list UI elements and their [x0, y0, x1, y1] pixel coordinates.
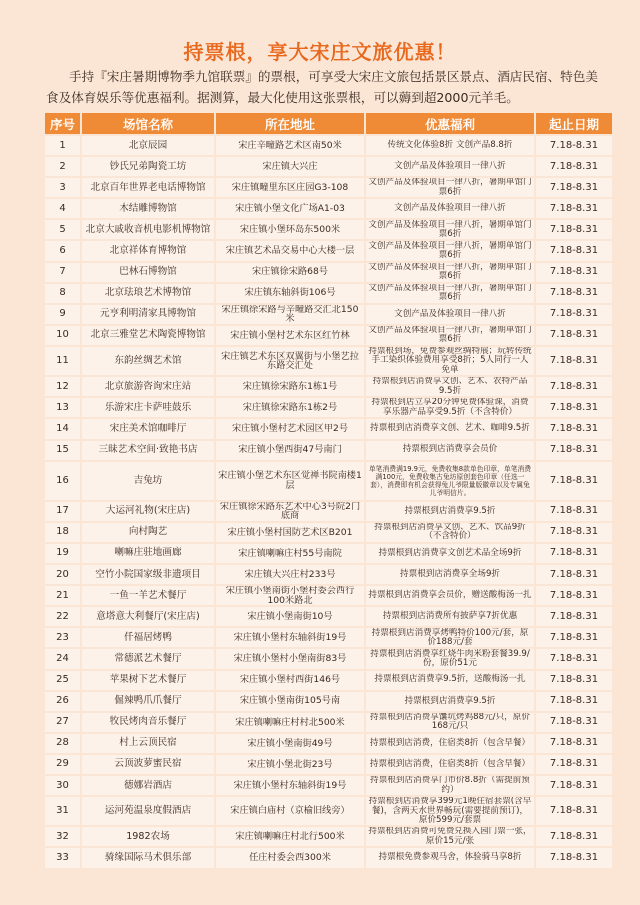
venue-name: 村上云顶民宿 — [82, 734, 216, 753]
table-row — [45, 220, 612, 239]
row-number: 2 — [45, 157, 82, 176]
valid-dates: 7.18-8.31 — [536, 241, 612, 260]
header-venue: 场馆名称 — [82, 113, 216, 134]
table-row — [45, 692, 612, 711]
row-number: 7 — [45, 263, 82, 282]
table-row — [45, 263, 612, 282]
table-row — [45, 305, 612, 324]
valid-dates: 7.18-8.31 — [536, 347, 612, 375]
venue-benefit: 持票根到店消费所有披萨享7折优惠 — [366, 607, 536, 626]
venue-benefit: 文创产品及体验项目一律八折 — [366, 305, 536, 324]
row-number: 13 — [45, 398, 82, 417]
venue-name: 北京珐琅艺术博物馆 — [82, 284, 216, 303]
venue-name: 北京大戚收音机电影机博物馆 — [82, 220, 216, 239]
row-number: 27 — [45, 713, 82, 732]
table-row — [45, 419, 612, 438]
venue-name: 苹果树下艺术餐厅 — [82, 671, 216, 690]
row-number: 12 — [45, 377, 82, 396]
venue-name: 意塔意大利餐厅(宋庄店) — [82, 607, 216, 626]
venue-address: 宋庄镇艺术品交易中心大楼一层 — [216, 241, 366, 260]
row-number: 24 — [45, 649, 82, 668]
row-number: 8 — [45, 284, 82, 303]
venue-address: 宋庄镇大兴庄村233号 — [216, 565, 366, 584]
venue-address: 宋庄镇徐宋路东1栋2号 — [216, 398, 366, 417]
venue-benefit: 文创产品及体验项目一律八折，暑期单馆门票6折 — [366, 178, 536, 197]
venue-address: 宋庄镇徐宋路东艺术中心3号院2门底商 — [216, 502, 366, 521]
valid-dates: 7.18-8.31 — [536, 628, 612, 647]
row-number: 6 — [45, 241, 82, 260]
valid-dates: 7.18-8.31 — [536, 649, 612, 668]
row-number: 33 — [45, 848, 82, 867]
table-row — [45, 776, 612, 795]
venue-name: 乐游宋庄卡萨哇鼓乐 — [82, 398, 216, 417]
valid-dates: 7.18-8.31 — [536, 586, 612, 605]
venue-address: 宋庄镇喇嘛庄村村北500米 — [216, 713, 366, 732]
venue-name: 木结雕博物馆 — [82, 199, 216, 218]
table-row — [45, 755, 612, 774]
table-row — [45, 157, 612, 176]
venue-name: 运河苑温泉度假酒店 — [82, 797, 216, 825]
row-number: 26 — [45, 692, 82, 711]
venue-benefit: 文创产品及体验项目一律八折，暑期单馆门票6折 — [366, 263, 536, 282]
venue-address: 宋庄镇小堡艺术东区觉禅书院南楼1层 — [216, 462, 366, 500]
venue-name: 向村陶艺 — [82, 523, 216, 542]
valid-dates: 7.18-8.31 — [536, 305, 612, 324]
valid-dates: 7.18-8.31 — [536, 178, 612, 197]
venue-name: 巴林石博物馆 — [82, 263, 216, 282]
table-row — [45, 136, 612, 155]
row-number: 5 — [45, 220, 82, 239]
valid-dates: 7.18-8.31 — [536, 671, 612, 690]
venue-address: 宋庄镇小堡西街47号南门 — [216, 441, 366, 460]
valid-dates: 7.18-8.31 — [536, 502, 612, 521]
venue-benefit: 文创产品及体验项目一律八折 — [366, 157, 536, 176]
table-row — [45, 649, 612, 668]
venue-benefit: 文创产品及体验项目一律八折，暑期单馆门票6折 — [366, 326, 536, 345]
table-row — [45, 347, 612, 375]
valid-dates: 7.18-8.31 — [536, 607, 612, 626]
venue-benefit: 文创产品及体验项目一律八折，暑期单馆门票6折 — [366, 284, 536, 303]
venue-address: 宋庄镇小堡北街23号 — [216, 755, 366, 774]
valid-dates: 7.18-8.31 — [536, 523, 612, 542]
venue-name: 宋庄美术馆咖啡厅 — [82, 419, 216, 438]
venue-address: 宋庄镇小堡村西街146号 — [216, 671, 366, 690]
venue-name: 倔辣鸭爪爪餐厅 — [82, 692, 216, 711]
valid-dates: 7.18-8.31 — [536, 220, 612, 239]
venue-name: 东韵丝绸艺术馆 — [82, 347, 216, 375]
row-number: 18 — [45, 523, 82, 542]
venue-name: 1982农场 — [82, 827, 216, 846]
venue-benefit: 持票根到店消费享会员价，赠送酸梅汤一扎 — [366, 586, 536, 605]
venue-address: 宋庄镇徐宋路与辛疃路交汇北150米 — [216, 305, 366, 324]
venue-name: 北京三雅堂艺术陶瓷博物馆 — [82, 326, 216, 345]
venue-table — [45, 111, 612, 870]
table-row — [45, 441, 612, 460]
venue-name: 一鱼一羊艺术餐厅 — [82, 586, 216, 605]
venue-benefit: 持票根到店消费享全场9折 — [366, 565, 536, 584]
venue-address: 宋庄镇小堡村东轴斜街19号 — [216, 628, 366, 647]
venue-benefit: 文创产品及体验项目一律八折，暑期单馆门票6折 — [366, 220, 536, 239]
table-row — [45, 565, 612, 584]
venue-benefit: 持票根到场，免费参观丝绸特展；玩转传统手工染织体验费用享受8折；5人同行一人免单 — [366, 347, 536, 375]
valid-dates: 7.18-8.31 — [536, 136, 612, 155]
venue-benefit: 持票根到店消费享馕坑烤鸡88元/只，原价168元/只 — [366, 713, 536, 732]
venue-address: 宋庄辛疃路艺术区南50米 — [216, 136, 366, 155]
valid-dates: 7.18-8.31 — [536, 326, 612, 345]
table-row — [45, 199, 612, 218]
row-number: 1 — [45, 136, 82, 155]
table-row — [45, 326, 612, 345]
valid-dates: 7.18-8.31 — [536, 377, 612, 396]
table-row — [45, 377, 612, 396]
row-number: 32 — [45, 827, 82, 846]
venue-name: 仟福居烤鸭 — [82, 628, 216, 647]
venue-name: 云顶波萝蜜民宿 — [82, 755, 216, 774]
venue-address: 任庄村委会西300米 — [216, 848, 366, 867]
venue-name: 北京旅游咨询宋庄站 — [82, 377, 216, 396]
row-number: 4 — [45, 199, 82, 218]
row-number: 10 — [45, 326, 82, 345]
venue-address: 宋庄镇小堡村国防艺术区B201 — [216, 523, 366, 542]
row-number: 14 — [45, 419, 82, 438]
venue-address: 宋庄镇小堡村艺术东区红竹林 — [216, 326, 366, 345]
table-row — [45, 544, 612, 563]
valid-dates: 7.18-8.31 — [536, 827, 612, 846]
row-number: 31 — [45, 797, 82, 825]
venue-benefit: 传统文化体验8折 文创产品8.8折 — [366, 136, 536, 155]
row-number: 17 — [45, 502, 82, 521]
page-title: 持票根，享大宋庄文旅优惠！ — [183, 40, 457, 64]
venue-name: 骑缘国际马术俱乐部 — [82, 848, 216, 867]
row-number: 11 — [45, 347, 82, 375]
table-row — [45, 398, 612, 417]
table-row — [45, 523, 612, 542]
header-address: 所在地址 — [216, 113, 366, 134]
table-header-row — [45, 113, 612, 134]
valid-dates: 7.18-8.31 — [536, 776, 612, 795]
table-row — [45, 178, 612, 197]
venue-name: 北京百年世界老电话博物馆 — [82, 178, 216, 197]
venue-name: 三昧艺术空间·致艳书店 — [82, 441, 216, 460]
venue-benefit: 持票根到店消费享399元1晚住宿套票(含早餐)，含两天水世界畅玩(需要提前预订)，原价599元/套票 — [366, 797, 536, 825]
header-date: 起止日期 — [536, 113, 612, 134]
row-number: 16 — [45, 462, 82, 500]
row-number: 22 — [45, 607, 82, 626]
valid-dates: 7.18-8.31 — [536, 462, 612, 500]
venue-address: 宋庄镇白庙村（京榆旧线旁） — [216, 797, 366, 825]
venue-address: 宋庄镇小堡南街105号南 — [216, 692, 366, 711]
table-row — [45, 586, 612, 605]
valid-dates: 7.18-8.31 — [536, 797, 612, 825]
venue-benefit: 持票根到店消费享门市价8.8折（需提前预约） — [366, 776, 536, 795]
table-row — [45, 628, 612, 647]
table-row — [45, 284, 612, 303]
valid-dates: 7.18-8.31 — [536, 565, 612, 584]
table-row — [45, 671, 612, 690]
valid-dates: 7.18-8.31 — [536, 734, 612, 753]
valid-dates: 7.18-8.31 — [536, 398, 612, 417]
row-number: 3 — [45, 178, 82, 197]
intro-paragraph: 手持『宋庄暑期博物季九馆联票』的票根，可享受大宋庄文旅包括景区景点、酒店民宿、特色美食及体育娱乐等优惠福利。据测算，最大化使用这张票根，可以薅到超2000元羊毛。 — [46, 69, 598, 105]
table-row — [45, 827, 612, 846]
table-row — [45, 241, 612, 260]
valid-dates: 7.18-8.31 — [536, 199, 612, 218]
table-row — [45, 797, 612, 825]
valid-dates: 7.18-8.31 — [536, 713, 612, 732]
row-number: 15 — [45, 441, 82, 460]
venue-benefit: 文创产品及体验项目一律八折，暑期单馆门票6折 — [366, 241, 536, 260]
venue-address: 宋庄镇小堡村东轴斜街19号 — [216, 776, 366, 795]
table-row — [45, 713, 612, 732]
valid-dates: 7.18-8.31 — [536, 284, 612, 303]
valid-dates: 7.18-8.31 — [536, 755, 612, 774]
table-row — [45, 502, 612, 521]
venue-name: 德娜岩酒店 — [82, 776, 216, 795]
valid-dates: 7.18-8.31 — [536, 544, 612, 563]
venue-name: 大运河礼物(宋庄店) — [82, 502, 216, 521]
row-number: 25 — [45, 671, 82, 690]
row-number: 19 — [45, 544, 82, 563]
venue-address: 宋庄镇小堡文化广场A1-03 — [216, 199, 366, 218]
valid-dates: 7.18-8.31 — [536, 263, 612, 282]
valid-dates: 7.18-8.31 — [536, 441, 612, 460]
venue-name: 吉兔坊 — [82, 462, 216, 500]
table-row — [45, 734, 612, 753]
venue-benefit: 持票根到店消费享文创、艺术、咖啡9.5折 — [366, 419, 536, 438]
table-row — [45, 462, 612, 500]
valid-dates: 7.18-8.31 — [536, 419, 612, 438]
venue-address: 宋庄镇小堡村艺术园区甲2号 — [216, 419, 366, 438]
venue-name: 钞氏兄弟陶瓷工坊 — [82, 157, 216, 176]
venue-benefit: 单笔消费满19.9元，免费收集8款单色印章，单笔消费满100元，免费收集古兔坊原创套色印章（任选一套），消费即有机会获得兔儿爷限量版徽章以及专属兔儿爷明信片。 — [366, 462, 536, 500]
venue-benefit: 持票根到店消费享文创、艺术、饮品9折（不含特价） — [366, 523, 536, 542]
venue-name: 元亨利明清家具博物馆 — [82, 305, 216, 324]
venue-address: 宋庄镇艺术东区双翼街与小堡艺拉东路交汇处 — [216, 347, 366, 375]
venue-benefit: 持票根到店消费享烤鸭特价100元/套，原价188元/套 — [366, 628, 536, 647]
venue-address: 宋庄镇徐宋路68号 — [216, 263, 366, 282]
venue-address: 宋庄镇疃里东区庄园G3-108 — [216, 178, 366, 197]
table-row — [45, 607, 612, 626]
venue-name: 空竹小院国家级非遗项目 — [82, 565, 216, 584]
venue-address: 宋庄镇喇嘛庄村北行500米 — [216, 827, 366, 846]
venue-name: 北京辰园 — [82, 136, 216, 155]
valid-dates: 7.18-8.31 — [536, 157, 612, 176]
venue-address: 宋庄镇小堡南街小堡村委会西行100米路北 — [216, 586, 366, 605]
row-number: 21 — [45, 586, 82, 605]
venue-benefit: 持票根到店消费享会员价 — [366, 441, 536, 460]
venue-address: 宋庄镇小堡南街10号 — [216, 607, 366, 626]
venue-benefit: 文创产品及体验项目一律八折 — [366, 199, 536, 218]
venue-benefit: 持票根到店消费，住宿类8折（包含早餐） — [366, 734, 536, 753]
row-number: 30 — [45, 776, 82, 795]
header-benefit: 优惠福利 — [366, 113, 536, 134]
header-no: 序号 — [45, 113, 82, 134]
venue-benefit: 持票根到店消费享文创艺术品全场9折 — [366, 544, 536, 563]
table-row — [45, 848, 612, 867]
venue-benefit: 持票根到店消费享红烧牛肉米粉套餐39.9/份，原价51元 — [366, 649, 536, 668]
venue-benefit: 持票根到店消费，住宿类8折（包含早餐） — [366, 755, 536, 774]
venue-address: 宋庄镇大兴庄 — [216, 157, 366, 176]
venue-benefit: 持票根到店消费享9.5折 — [366, 692, 536, 711]
venue-name: 北京祥体育博物馆 — [82, 241, 216, 260]
valid-dates: 7.18-8.31 — [536, 692, 612, 711]
venue-benefit: 持票根到店立享20分钟免费体验课，消费享乐器产品享受9.5折（不含特价） — [366, 398, 536, 417]
venue-benefit: 持票根到店消费享9.5折 — [366, 502, 536, 521]
venue-benefit: 持票根到店消费享文创、艺术、农特产品9.5折 — [366, 377, 536, 396]
venue-benefit: 持票根到店消费可免费兑换入园门票一张，原价15元/张 — [366, 827, 536, 846]
row-number: 20 — [45, 565, 82, 584]
row-number: 23 — [45, 628, 82, 647]
venue-benefit: 持票根到店消费享9.5折，送酸梅汤一扎 — [366, 671, 536, 690]
venue-address: 宋庄镇东轴斜街106号 — [216, 284, 366, 303]
row-number: 28 — [45, 734, 82, 753]
venue-address: 宋庄镇喇嘛庄村55号南院 — [216, 544, 366, 563]
venue-name: 牧民烤肉音乐餐厅 — [82, 713, 216, 732]
venue-name: 喇嘛庄驻地画廊 — [82, 544, 216, 563]
row-number: 9 — [45, 305, 82, 324]
venue-address: 宋庄镇小堡环岛东500米 — [216, 220, 366, 239]
table-body — [45, 136, 612, 868]
venue-address: 宋庄镇徐宋路东1栋1号 — [216, 377, 366, 396]
valid-dates: 7.18-8.31 — [536, 848, 612, 867]
venue-name: 常德派艺术餐厅 — [82, 649, 216, 668]
venue-benefit: 持票根免费参观马舍，体验骑马享8折 — [366, 848, 536, 867]
venue-address: 宋庄镇小堡村小堡南街83号 — [216, 649, 366, 668]
row-number: 29 — [45, 755, 82, 774]
venue-address: 宋庄镇小堡南街49号 — [216, 734, 366, 753]
